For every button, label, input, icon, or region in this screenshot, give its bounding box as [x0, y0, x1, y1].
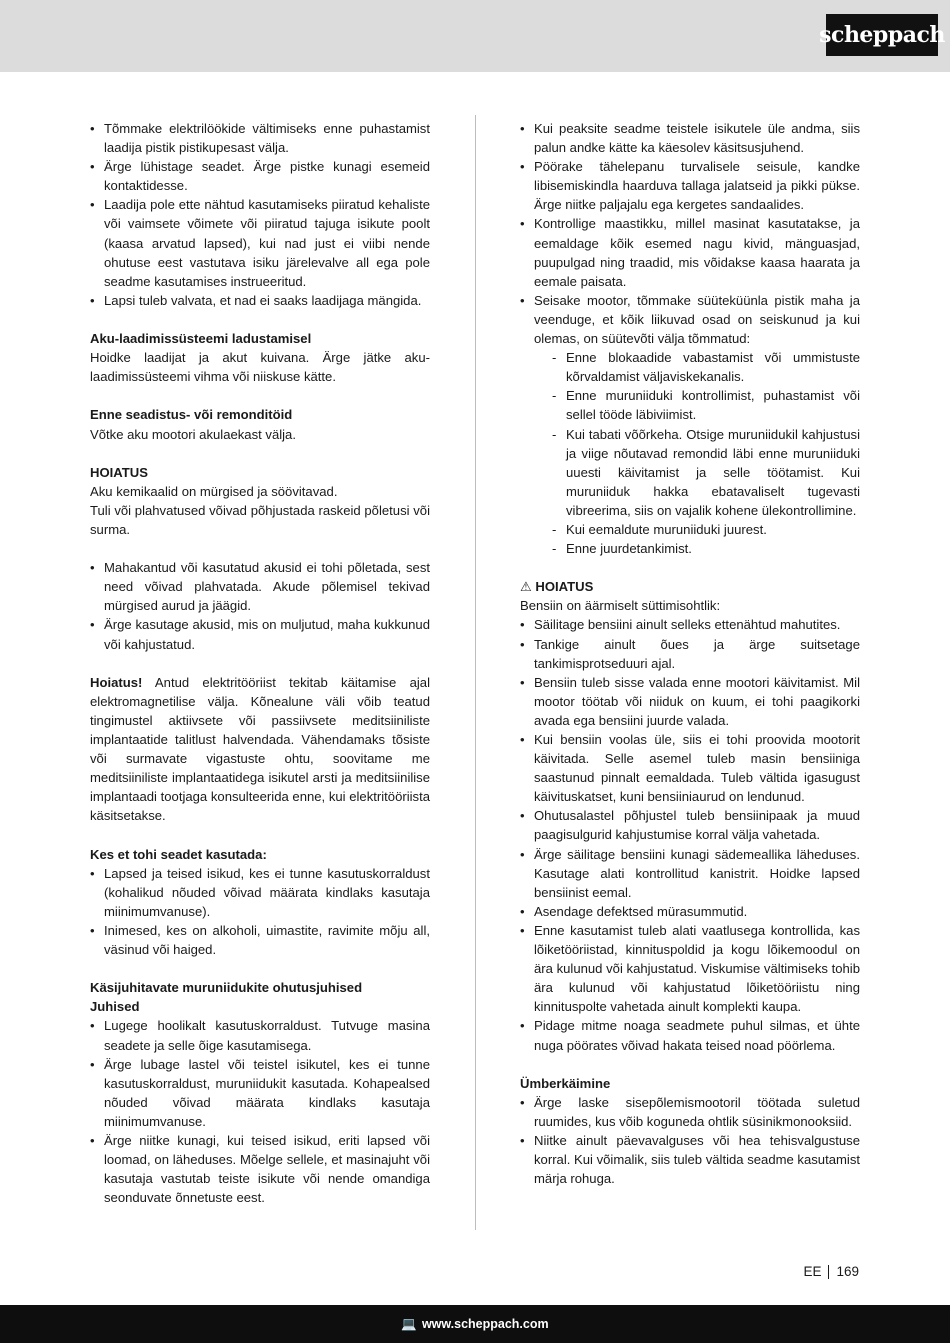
list-item: • Pidage mitme noaga seadmete puhul silmas, et ühte nuga pöörates võivad hakata teised noad pöörlema. — [520, 1016, 860, 1054]
restricted-users-list — [90, 864, 430, 959]
left-column — [90, 119, 430, 1207]
page-number-value: 169 — [836, 1264, 859, 1279]
section-heading: Aku-laadimissüsteemi ladustamisel — [90, 331, 312, 347]
sublist-item: - Kui eemaldute muruniiduki juurest. — [552, 520, 860, 539]
list-item-text: Seisake mootor, tõmmake süüteküünla pistik maha ja veenduge, et kõik liikuvad osad on seiskunud ja kui olemas, on süütevõti välja tõmmatud: — [534, 292, 860, 347]
list-item: • Ärge säilitage bensiini kunagi sädemeallika läheduses. Kasutage alati kontrollitud kanistrit. Hoidke lapsed bensiinist eemal. — [520, 845, 860, 902]
instructions-list — [90, 1016, 430, 1207]
list-item: • Ärge laske sisepõlemismootoril töötada suletud ruumides, kus võib koguneda ohtlik süsinikmonooksiid. — [520, 1093, 860, 1131]
list-item: • Laadija pole ette nähtud kasutamiseks piiratud kehaliste või vaimsete võimete või piiratud tajuga isikute poolt (kaasa arvatud lapsed), kui nad just ei viibi nende ohutuse eest vastutava isiku järelevalve all ega pole seadme kasutamises instrueeritud. — [90, 195, 430, 290]
list-item: • Ärge kasutage akusid, mis on muljutud, maha kukkunud või kahjustatud. — [90, 615, 430, 653]
emf-warning-label: Hoiatus! — [90, 674, 143, 690]
list-item: • Enne kasutamist tuleb alati vaatlusega kontrollida, kas lõiketööriistad, kinnituspoldid ja kogu lõikemoodul on ära kulunud või kahjustatud. Viskumise vältimiseks tohib ära kulunud või kahjustatud lõiketööriistu ning kinnituspolte vahetada ainult komplekti kaupa. — [520, 921, 860, 1016]
list-item: • Asendage defektsed mürasummutid. — [520, 902, 860, 921]
list-item: • Lapsi tuleb valvata, et nad ei saaks laadijaga mängida. — [90, 291, 430, 310]
brand-logo: scheppach — [826, 14, 938, 56]
charger-safety-list — [90, 119, 430, 310]
list-item: • Pöörake tähelepanu turvalisele seisule, kandke libisemiskindla haarduva tallaga jalatseid ja pikki pükse. Ärge niitke paljajalu ega kergetes sandaalides. — [520, 157, 860, 214]
list-item: • Mahakantud või kasutatud akusid ei tohi põletada, sest need võivad plahvatada. Akude põlemisel tekivad mürgised aurud ja jäägid. — [90, 558, 430, 615]
list-item: • Lapsed ja teised isikud, kes ei tunne kasutuskorraldust (kohalikud nõuded võivad määrata kindlaks kasutaja miinimumvanuse). — [90, 864, 430, 921]
paragraph: Aku kemikaalid on mürgised ja söövitavad. — [90, 483, 338, 499]
column-divider — [475, 115, 476, 1230]
list-item: • Bensiin tuleb sisse valada enne mootori käivitamist. Mil mootor töötab või niiduk on kuum, ei tohi paagikorki avada ega bensiini juurde valada. — [520, 673, 860, 730]
warning-triangle-icon: ⚠ — [520, 579, 532, 595]
warning-heading — [520, 577, 860, 596]
list-item: • Inimesed, kes on alkoholi, uimastite, ravimite mõju all, väsinud või haiged. — [90, 921, 430, 959]
paragraph: Bensiin on äärmiselt süttimisohtlik: — [520, 598, 721, 614]
list-item: • Lugege hoolikalt kasutuskorraldust. Tutvuge masina seadete ja selle õige kasutamisega. — [90, 1016, 430, 1054]
header-band — [0, 0, 950, 72]
paragraph: Tuli või plahvatused võivad põhjustada raskeid põletusi või surma. — [90, 502, 430, 537]
warning-title: HOIATUS — [535, 579, 594, 595]
section-heading: Enne seadistus- või remonditöid — [90, 407, 293, 423]
section-heading: Kes et tohi seadet kasutada: — [90, 846, 267, 862]
warning-heading: HOIATUS — [90, 464, 148, 480]
section-subheading: Juhised — [90, 999, 140, 1015]
emf-paragraph — [90, 673, 430, 826]
section-heading: Käsijuhitavate muruniidukite ohutusjuhised — [90, 980, 363, 996]
paragraph: Hoidke laadijat ja akut kuivana. Ärge jätke aku-laadimissüsteemi vihma või niiskuse kätte. — [90, 350, 430, 385]
page-separator — [828, 1265, 829, 1279]
fuel-safety-list — [520, 615, 860, 1054]
list-item: • Kui peaksite seadme teistele isikutele üle andma, siis palun andke kätte ka käesolev käsitsusjuhend. — [520, 119, 860, 157]
handling-list — [520, 1093, 860, 1188]
sublist-item: - Enne juurdetankimist. — [552, 539, 860, 558]
emf-text: Antud elektritööriist tekitab käitamise ajal elektromagnetilise välja. Kõnealune väli võib teatud tingimustel aktiivsete või passiivsete meditsiiniliste implantaatide talitlust halvendada. Vähendamaks tõsiste või surmavate vigastuste ohtu, soovitame me meditsiiniliste implantaatidega isikutel arsti ja meditsiinilise implantaadi tootjaga konsulteerida enne, kui elektritööriista käsitsetakse. — [90, 674, 430, 824]
sublist-item: - Enne blokaadide vabastamist või ummistuste kõrvaldamist väljaviskekanalis. — [552, 348, 860, 386]
right-column — [520, 119, 860, 1188]
list-item: • Ärge lühistage seadet. Ärge pistke kunagi esemeid kontaktidesse. — [90, 157, 430, 195]
section-heading: Ümberkäimine — [520, 1075, 611, 1091]
footer-bar — [0, 1305, 950, 1343]
page-number — [803, 1264, 859, 1279]
list-item: • Ärge lubage lastel või teistel isikutel, kes ei tunne kasutuskorraldust, muruniidukit kasutada. Kohapealsed nõuded võivad määrata kindlaks kasutaja miinimumvanuse. — [90, 1055, 430, 1131]
computer-icon: 💻 — [401, 1316, 417, 1331]
battery-list — [90, 558, 430, 653]
sublist-item: - Kui tabati võõrkeha. Otsige muruniidukil kahjustusi ja viige nõutavad remondid läbi enne muruniiduki uuesti käivitamist ja selle töötamist. Kui muruniiduk hakka ebatavaliselt tugevasti vibreerima, siis on vajalik kohene ülekontrollimine. — [552, 425, 860, 520]
list-item: • Tõmmake elektrilöökide vältimiseks enne puhastamist laadija pistik pistikupesast välja. — [90, 119, 430, 157]
sublist-item: - Enne muruniiduki kontrollimist, puhastamist või sellel tööde läbiviimist. — [552, 386, 860, 424]
preparation-list — [520, 119, 860, 558]
paragraph: Võtke aku mootori akulaekast välja. — [90, 426, 296, 442]
list-item: • Säilitage bensiini ainult selleks ettenähtud mahutites. — [520, 615, 860, 634]
list-item: • Tankige ainult õues ja ärge suitsetage tankimisprotseduuri ajal. — [520, 635, 860, 673]
list-item — [520, 291, 860, 558]
list-item: • Kui bensiin voolas üle, siis ei tohi proovida mootorit käivitada. Selle asemel tuleb masin bensiiniga saastunud pinnalt eemaldada. Tuleb vältida igasugust käivituskatset, kuni bensiiniaurud on lendunud. — [520, 730, 860, 806]
list-item: • Niitke ainult päevavalguses või hea tehisvalgustuse korral. Kui võimalik, siis tuleb vältida seadme kasutamist märja rohuga. — [520, 1131, 860, 1188]
list-item: • Ohutusalastel põhjustel tuleb bensiinipaak ja muud paagisulgurid kahjustumise korral välja vahetada. — [520, 806, 860, 844]
list-item: • Ärge niitke kunagi, kui teised isikud, eriti lapsed või loomad, on läheduses. Mõelge sellele, et masinajuht või kasutaja vastutab teiste isikute või nende omandiga seonduvate õnnetuste eest. — [90, 1131, 430, 1207]
website-link[interactable]: www.scheppach.com — [421, 1317, 549, 1331]
list-item: • Kontrollige maastikku, millel masinat kasutatakse, ja eemaldage kõik esemed nagu kivid, mänguasjad, puupulgad ning traadid, mis võidakse kaasa haarata ja eemale paisata. — [520, 214, 860, 290]
stop-engine-sublist — [534, 348, 860, 558]
language-code: EE — [803, 1264, 822, 1279]
